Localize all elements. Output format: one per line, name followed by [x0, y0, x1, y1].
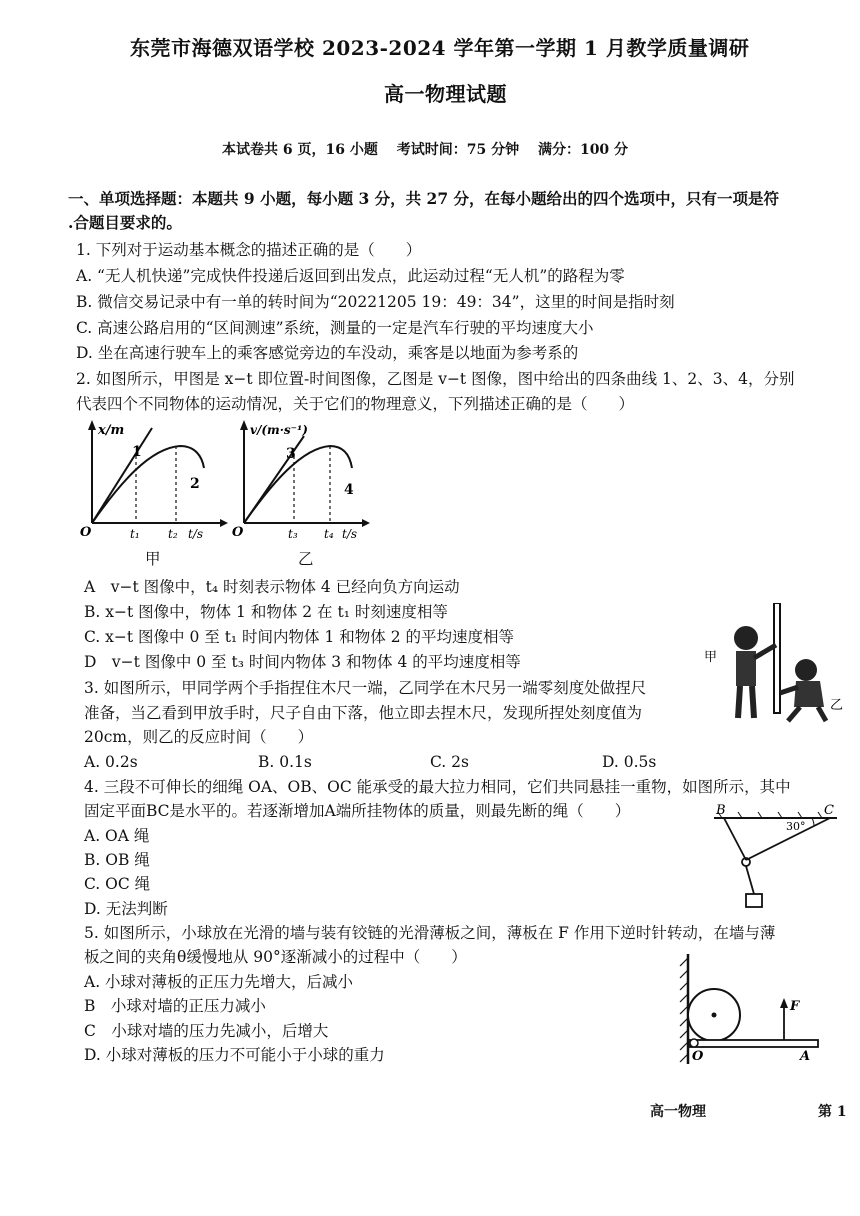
ruler-figure [704, 603, 844, 723]
footer-page: 第 1 [818, 1104, 847, 1120]
exam-info: 本试卷共 6 页，16 小题 考试时间：75 分钟 满分：100 分 [222, 142, 629, 158]
q1-option-b: B. 微信交易记录中有一单的转时间为“20221205 19：49：34”，这里的时间是指时刻 [76, 293, 675, 311]
xt-t2: t₂ [168, 527, 178, 541]
q2-option-b: B. x−t 图像中，物体 1 和物体 2 在 t₁ 时刻速度相等 [84, 603, 448, 621]
xt-xlabel: t/s [188, 527, 204, 541]
vt-ylabel: v/(m·s⁻¹) [250, 423, 308, 437]
q5-stem-line1: 5. 如图所示，小球放在光滑的墙与装有铰链的光滑薄板之间，薄板在 F 作用下逆时针转动，在墙与薄 [84, 924, 776, 942]
rope-figure [712, 804, 842, 909]
section-intro-line2: .合题目要求的。 [68, 213, 182, 232]
q4-option-c: C. OC 绳 [84, 875, 151, 893]
q3-stem-line3: 20cm，则乙的反应时间（ ） [84, 728, 314, 746]
wall-label-a: A [800, 1049, 811, 1064]
q2-stem-line1: 2. 如图所示，甲图是 x−t 即位置-时间图像，乙图是 v−t 图像，图中给出的四条曲线 1、2、3、4，分别 [76, 370, 795, 388]
q2-option-a: A v−t 图像中，t₄ 时刻表示物体 4 已经向负方向运动 [84, 578, 460, 596]
q4-option-b: B. OB 绳 [84, 851, 150, 869]
graph-caption-b: 乙 [298, 550, 314, 568]
q3-option-d: D. 0.5s [602, 753, 657, 771]
vt-curve3-label: 3 [286, 446, 296, 462]
q4-option-a: A. OA 绳 [84, 827, 150, 845]
rope-label-b: B [716, 804, 726, 818]
xt-origin: O [80, 525, 92, 540]
vt-origin: O [232, 525, 244, 540]
graph-caption-a: 甲 [145, 550, 161, 568]
q3-stem-line1: 3. 如图所示，甲同学两个手指捏住木尺一端，乙同学在木尺另一端零刻度处做捏尺 [84, 679, 647, 697]
vt-t4: t₄ [324, 527, 334, 541]
q5-option-d: D. 小球对薄板的压力不可能小于小球的重力 [84, 1046, 385, 1064]
rope-angle: 30° [786, 820, 806, 833]
ruler-label-a: 甲 [704, 650, 718, 665]
vt-xlabel: t/s [342, 527, 358, 541]
q4-stem-line2: 固定平面BC是水平的。若逐渐增加A端所挂物体的质量，则最先断的绳（ ） [84, 802, 631, 820]
q1-stem: 1. 下列对于运动基本概念的描述正确的是（ ） [76, 241, 422, 259]
xt-t1: t₁ [130, 527, 140, 541]
q1-option-a: A. “无人机快递”完成快件投递后返回到出发点，此运动过程“无人机”的路程为零 [76, 267, 625, 285]
rope-label-c: C [824, 804, 834, 818]
q3-stem-line2: 准备，当乙看到甲放手时，尺子自由下落，他立即去捏木尺，发现所捏处刻度值为 [84, 704, 643, 722]
q3-option-b: B. 0.1s [258, 753, 312, 771]
q4-stem-line1: 4. 三段不可伸长的细绳 OA、OB、OC 能承受的最大拉力相同，它们共同悬挂一重物，如图所示，其中 [84, 778, 791, 796]
vt-t3: t₃ [288, 527, 298, 541]
q5-stem-line2: 板之间的夹角θ缓慢地从 90°逐渐减小的过程中（ ） [84, 948, 467, 966]
xt-ylabel: x/m [98, 423, 125, 438]
xt-curve1-label: 1 [132, 444, 142, 460]
q3-option-a: A. 0.2s [84, 753, 138, 771]
q3-option-c: C. 2s [430, 753, 469, 771]
xt-curve2-label: 2 [190, 476, 200, 492]
wall-ball-figure [676, 952, 826, 1067]
q2-option-d: D v−t 图像中 0 至 t₃ 时间内物体 3 和物体 4 的平均速度相等 [84, 653, 521, 671]
q2-stem-line2: 代表四个不同物体的运动情况，关于它们的物理意义，下列描述正确的是（ ） [76, 395, 635, 413]
wall-label-o: O [692, 1049, 704, 1064]
xt-graph [80, 418, 230, 543]
vt-graph [232, 418, 372, 543]
q5-option-c: C 小球对墙的压力先减小，后增大 [84, 1022, 329, 1040]
q5-option-b: B 小球对墙的正压力减小 [84, 997, 266, 1015]
footer-subject: 高一物理 [650, 1104, 706, 1120]
exam-title: 东莞市海德双语学校 2023-2024 学年第一学期 1 月教学质量调研 [130, 36, 750, 60]
q1-option-d: D. 坐在高速行驶车上的乘客感觉旁边的车没动，乘客是以地面为参考系的 [76, 344, 579, 362]
q4-option-d: D. 无法判断 [84, 900, 168, 918]
q5-option-a: A. 小球对薄板的正压力先增大，后减小 [84, 973, 354, 991]
ruler-label-b: 乙 [830, 698, 844, 713]
q2-option-c: C. x−t 图像中 0 至 t₁ 时间内物体 1 和物体 2 的平均速度相等 [84, 628, 514, 646]
wall-label-f: F [790, 999, 800, 1014]
vt-curve4-label: 4 [344, 482, 354, 498]
section-intro-line1: 一、单项选择题：本题共 9 小题，每小题 3 分，共 27 分，在每小题给出的四个选项中，只有一项是符 [68, 189, 780, 208]
q1-option-c: C. 高速公路启用的“区间测速”系统，测量的一定是汽车行驶的平均速度大小 [76, 319, 594, 337]
exam-subtitle: 高一物理试题 [384, 82, 507, 106]
